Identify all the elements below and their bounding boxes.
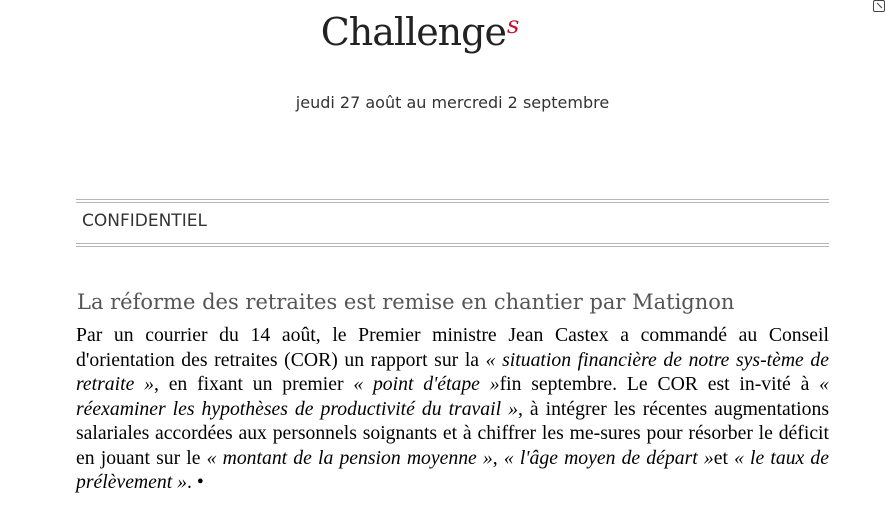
quote-span: « montant de la pension moyenne » <box>206 446 493 469</box>
article-body <box>76 323 829 495</box>
logo-text: Challenge <box>320 10 506 54</box>
section-rubric: CONFIDENTIEL <box>82 211 207 231</box>
divider <box>76 243 829 244</box>
issue-date <box>0 93 885 112</box>
text-span: , <box>492 446 504 469</box>
divider <box>76 199 829 200</box>
quote-span: « situation financière de notre sys-tème de retraite » <box>76 348 829 395</box>
logo <box>321 10 519 54</box>
text-span: , à intégrer les récentes augmentations salariales accordées aux personnels soignants et à chiffrer les me-sures pour résorber le déficit en jouant sur le <box>76 397 829 469</box>
masthead-logo <box>0 10 885 54</box>
quote-span: « réexaminer les hypothèses de productivité du travail » <box>76 373 829 420</box>
text-span: , en fixant un premier <box>153 373 354 395</box>
article-headline: La réforme des retraites est remise en chantier par Matignon <box>77 290 735 314</box>
quote-span: « l'âge moyen de départ » <box>503 446 714 469</box>
text-span: Par un courrier du 14 août, le Premier ministre Jean Castex a commandé au Conseil d'orientation des retraites (COR) un rapport sur la <box>76 324 829 371</box>
quote-span: « le taux de prélèvement » <box>76 446 830 493</box>
divider <box>76 202 829 203</box>
text-span: et <box>713 446 735 469</box>
issue-date-text: jeudi 27 août au mercredi 2 septembre <box>295 93 610 112</box>
text-span: . • <box>186 471 204 493</box>
quote-span: « point d'étape » <box>353 373 500 395</box>
divider <box>76 246 829 247</box>
logo-suffix: s <box>506 11 519 39</box>
text-span: fin septembre. Le COR est in-vité à <box>499 373 820 395</box>
